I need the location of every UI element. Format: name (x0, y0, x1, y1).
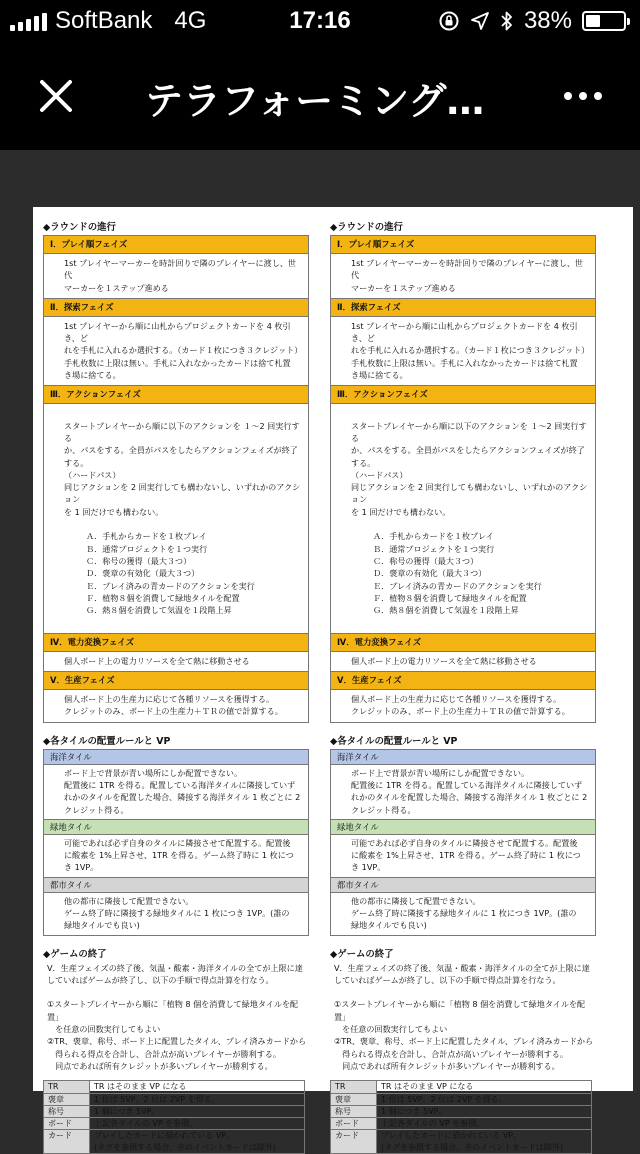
carrier-name: SoftBank (55, 7, 153, 34)
score-value: TR はそのまま VP になる (377, 1081, 592, 1093)
tiles-box (43, 749, 309, 936)
tile-title-ocean: 海洋タイル (331, 750, 595, 765)
tile-body: ボード上で背景が青い場所にしか配置できない。 配置後に 1TR を得る。配置している海洋タイルに隣接していず れかのタイルを配置した場合、隣接する海洋タイル 1 枚ごとに 2 クレジット得る。 (44, 765, 308, 820)
phase-body: 1st プレイヤーマーカーを時計回りで隣のプレイヤーに渡し、世代 マーカーを１ステップ進める (331, 254, 595, 299)
table-row (44, 1105, 305, 1117)
score-key: 褒章 (331, 1093, 377, 1105)
score-value: 上記各タイルの VP を参照。 (377, 1118, 592, 1130)
table-row (331, 1130, 592, 1154)
tile-title-city: 都市タイル (331, 878, 595, 893)
score-value: 1 個につき 5VP。 (377, 1105, 592, 1117)
orientation-lock-icon (438, 10, 460, 32)
action-list: Ａ．手札からカードを１枚プレイ Ｂ．通常プロジェクトを１つ実行 Ｃ．称号の獲得（最大３つ） Ｄ．褒章の有効化（最大３つ） Ｅ．プレイ済みの青カードのアクションを実行 Ｆ．植物８個を消費して緑地タイルを配置 Ｇ．熱８個を消費して気温を１段階上昇 (86, 531, 255, 616)
game-end-heading: ◆ゲームの終了 (43, 948, 107, 960)
status-bar (0, 0, 640, 40)
image-viewer[interactable] (0, 150, 640, 1152)
phase-title: Ⅰ．プレイ順フェイズ (331, 236, 595, 254)
phase-title: Ⅰ．プレイ順フェイズ (44, 236, 308, 254)
tiles-box (330, 749, 596, 936)
document-page (33, 207, 633, 1152)
tile-body: ボード上で背景が青い場所にしか配置できない。 配置後に 1TR を得る。配置している海洋タイルに隣接していず れかのタイルを配置した場合、隣接する海洋タイル 1 枚ごとに 2 クレジット得る。 (331, 765, 595, 820)
table-row (331, 1118, 592, 1130)
score-key: 称号 (44, 1105, 90, 1117)
phase-body: 1st プレイヤーマーカーを時計回りで隣のプレイヤーに渡し、世代 マーカーを１ステップ進める (44, 254, 308, 299)
round-phases-box (43, 235, 309, 723)
table-row (44, 1081, 305, 1093)
score-key: カード (44, 1130, 90, 1154)
action-phase-text: スタートプレイヤーから順に以下のアクションを １～2 回実行する か、パスをする。全員がパスをしたらアクションフェイズが終了する。 （ハードパス） 同じアクションを 2 回実行しても構わないし、いずれかのアクション を 1 回だけでも構わない。 (64, 420, 301, 517)
phase-body-action (331, 404, 595, 633)
tile-body: 他の都市に隣接して配置できない。 ゲーム終了時に隣接する緑地タイルに 1 枚につき 1VP。(誰の 緑地タイルでも良い) (351, 895, 577, 931)
phase-title: Ⅲ．アクションフェイズ (44, 386, 308, 404)
phase-body: 個人ボード上の電力リソースを全て熱に移動させる (44, 652, 308, 672)
tiles-heading: ◆各タイルの配置ルールと VP (330, 735, 458, 747)
tile-body: 可能であれば必ず自身のタイルに隣接させて配置する。配置後 に酸素を 1%上昇させ、1TR を得る。ゲーム終了時に 1 枚につ き 1VP。 (331, 835, 595, 878)
score-key: ボード (44, 1118, 90, 1130)
navigation-bar (0, 40, 640, 150)
tile-title-city: 都市タイル (44, 878, 308, 893)
round-heading: ◆ラウンドの進行 (330, 222, 403, 233)
phase-title: Ⅴ．生産フェイズ (44, 672, 308, 690)
tile-body: 他の都市に隣接して配置できない。 ゲーム終了時に隣接する緑地タイルに 1 枚につき 1VP。(誰の 緑地タイルでも良い) (64, 895, 290, 931)
score-value: プレイしたカードに描かれている VP。 (タグを参照する場合、赤のイベントカードは除外) (90, 1130, 305, 1154)
score-value: プレイしたカードに描かれている VP。 (タグを参照する場合、赤のイベントカードは除外) (377, 1130, 592, 1154)
phase-title: Ⅴ．生産フェイズ (331, 672, 595, 690)
tiles-heading: ◆各タイルの配置ルールと VP (43, 735, 171, 747)
status-time: 17:16 (289, 7, 351, 34)
location-arrow-icon (470, 11, 490, 31)
score-key: カード (331, 1130, 377, 1154)
table-row (331, 1093, 592, 1105)
score-key: TR (44, 1081, 90, 1093)
score-value: 1 位は 5VP、2 位は 2VP を得る。 (90, 1093, 305, 1105)
score-value: 1 個につき 5VP。 (90, 1105, 305, 1117)
scoring-table (43, 1080, 305, 1154)
phase-body: 個人ボード上の電力リソースを全て熱に移動させる (331, 652, 595, 672)
score-value: 1 位は 5VP、2 位は 2VP を得る。 (377, 1093, 592, 1105)
game-end-text: Ⅴ．生産フェイズの終了後、気温・酸素・海洋タイルの全てが上限に達 していればゲームが終了し、以下の手順で得点計算を行なう。 ①スタートプレイヤーから順に「植物 8 個を消費して緑地タイルを配置」 を任意の回数実行してもよい ②TR、褒章、称号、ボード上に配置したタイル、プレイ済みカードから 得られる得点を合計し、合計点が高いプレイヤーが勝利する。 同点であれば所有クレジットが多いプレイヤーが勝利する。 (47, 962, 307, 1071)
phase-title: Ⅱ．探索フェイズ (44, 299, 308, 317)
phase-body-action (44, 404, 308, 633)
document-column-right (330, 221, 596, 1154)
more-options-icon[interactable] (564, 84, 610, 108)
table-row (44, 1130, 305, 1154)
phase-title: Ⅳ．電力変換フェイズ (331, 634, 595, 652)
round-heading: ◆ラウンドの進行 (43, 222, 116, 233)
game-end-text: Ⅴ．生産フェイズの終了後、気温・酸素・海洋タイルの全てが上限に達 していればゲームが終了し、以下の手順で得点計算を行なう。 ①スタートプレイヤーから順に「植物 8 個を消費して緑地タイルを配置」 を任意の回数実行してもよい ②TR、褒章、称号、ボード上に配置したタイル、プレイ済みカードから 得られる得点を合計し、合計点が高いプレイヤーが勝利する。 同点であれば所有クレジットが多いプレイヤーが勝利する。 (334, 962, 594, 1071)
score-key: ボード (331, 1118, 377, 1130)
document-column-left (43, 221, 309, 1154)
tile-body: 可能であれば必ず自身のタイルに隣接させて配置する。配置後 に酸素を 1%上昇させ、1TR を得る。ゲーム終了時に 1 枚につ き 1VP。 (44, 835, 308, 878)
phase-body: 個人ボード上の生産力に応じて各種リソースを獲得する。 クレジットのみ、ボード上の生産力＋ＴＲの値で計算する。 (64, 694, 283, 717)
phase-body: 1st プレイヤーから順に山札からプロジェクトカードを 4 枚引き、ど れを手札に入れるか選択する。（カード１枚につき３クレジット） 手札枚数に上限は無い。手札に入れなかったカードは捨て札置 き場に捨てる。 (44, 317, 308, 386)
table-row (331, 1105, 592, 1117)
battery-icon (582, 11, 626, 31)
tile-title-greenery: 緑地タイル (331, 820, 595, 835)
battery-percent: 38% (523, 7, 572, 34)
page-title: テラフォーミング… (145, 79, 485, 123)
score-key: 称号 (331, 1105, 377, 1117)
tile-title-greenery: 緑地タイル (44, 820, 308, 835)
phase-body: 個人ボード上の生産力に応じて各種リソースを獲得する。 クレジットのみ、ボード上の生産力＋ＴＲの値で計算する。 (351, 694, 570, 717)
scoring-table (330, 1080, 592, 1154)
close-icon[interactable] (36, 76, 76, 116)
phase-title: Ⅲ．アクションフェイズ (331, 386, 595, 404)
score-value: TR はそのまま VP になる (90, 1081, 305, 1093)
score-key: TR (331, 1081, 377, 1093)
action-list: Ａ．手札からカードを１枚プレイ Ｂ．通常プロジェクトを１つ実行 Ｃ．称号の獲得（最大３つ） Ｄ．褒章の有効化（最大３つ） Ｅ．プレイ済みの青カードのアクションを実行 Ｆ．植物８個を消費して緑地タイルを配置 Ｇ．熱８個を消費して気温を１段階上昇 (373, 531, 542, 616)
phase-title: Ⅳ．電力変換フェイズ (44, 634, 308, 652)
phase-body: 1st プレイヤーから順に山札からプロジェクトカードを 4 枚引き、ど れを手札に入れるか選択する。（カード１枚につき３クレジット） 手札枚数に上限は無い。手札に入れなかったカードは捨て札置 き場に捨てる。 (331, 317, 595, 386)
score-key: 褒章 (44, 1093, 90, 1105)
bluetooth-icon (500, 10, 514, 32)
phase-title: Ⅱ．探索フェイズ (331, 299, 595, 317)
game-end-heading: ◆ゲームの終了 (330, 948, 394, 960)
score-value: 上記各タイルの VP を参照。 (90, 1118, 305, 1130)
table-row (44, 1093, 305, 1105)
round-phases-box (330, 235, 596, 723)
action-phase-text: スタートプレイヤーから順に以下のアクションを １～2 回実行する か、パスをする。全員がパスをしたらアクションフェイズが終了する。 （ハードパス） 同じアクションを 2 回実行しても構わないし、いずれかのアクション を 1 回だけでも構わない。 (351, 420, 588, 517)
table-row (331, 1081, 592, 1093)
table-row (44, 1118, 305, 1130)
tile-title-ocean: 海洋タイル (44, 750, 308, 765)
network-type: 4G (174, 7, 207, 34)
